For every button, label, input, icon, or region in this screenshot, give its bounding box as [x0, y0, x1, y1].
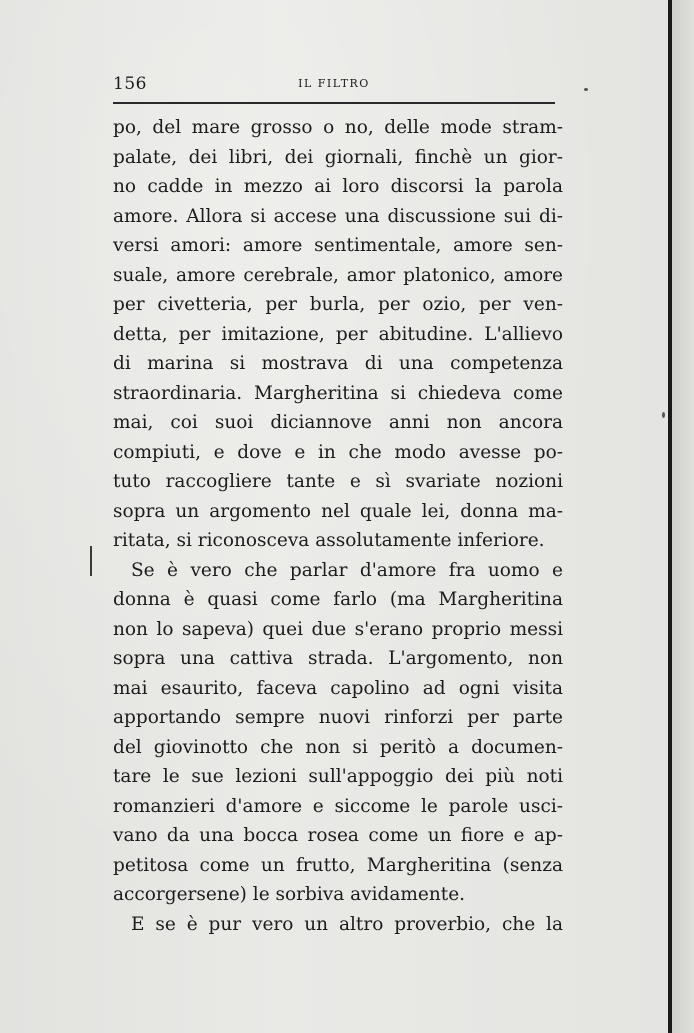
body-text — [113, 113, 563, 939]
text-line: tare le sue lezioni sull'appoggio dei più noti — [113, 766, 563, 787]
text-line: po, del mare grosso o no, delle mode stram- — [113, 117, 563, 138]
text-line: romanzieri d'amore e siccome le parole usci- — [113, 795, 563, 817]
margin-mark — [90, 546, 92, 576]
text-line: apportando sempre nuovi rinforzi per parte — [113, 707, 563, 728]
text-line: accorgersene) le sorbiva avidamente. — [113, 884, 466, 905]
running-title: IL FILTRO — [298, 77, 370, 90]
text-line: mai esaurito, faceva capolino ad ogni visita — [113, 677, 563, 699]
text-line: suale, amore cerebrale, amor platonico, amore — [113, 264, 563, 286]
text-line: di marina si mostrava di una competenza — [113, 353, 563, 374]
text-line: palate, dei libri, dei giornali, finchè un gior- — [113, 146, 563, 168]
text-line: del giovinotto che non si peritò a documen- — [113, 736, 563, 758]
page-number: 156 — [113, 74, 147, 94]
page-gutter-shadow — [672, 0, 694, 1033]
text-line: sopra una cattiva strada. L'argomento, non — [113, 648, 563, 669]
header-rule — [113, 102, 555, 104]
running-header — [113, 74, 555, 98]
print-speck — [584, 88, 588, 91]
text-line: sopra un argomento nel quale lei, donna ma- — [113, 500, 563, 522]
text-line: ritata, si riconosceva assolutamente inferiore. — [113, 530, 545, 551]
text-line: straordinaria. Margheritina si chiedeva come — [113, 382, 563, 404]
text-line: per civetteria, per burla, per ozio, per ven- — [113, 294, 563, 315]
text-line: no cadde in mezzo ai loro discorsi la parola — [113, 176, 563, 197]
text-line: mai, coi suoi diciannove anni non ancora — [113, 412, 563, 433]
text-line: compiuti, e dove e in che modo avesse po- — [113, 441, 563, 463]
text-line: amore. Allora si accese una discussione sui di- — [113, 205, 563, 227]
page-edge-line — [668, 0, 672, 1033]
text-line: donna è quasi come farlo (ma Margheritina — [113, 589, 563, 610]
text-line: Se è vero che parlar d'amore fra uomo e — [131, 559, 563, 581]
print-speck — [662, 412, 665, 418]
text-line: detta, per imitazione, per abitudine. L'allievo — [113, 323, 563, 345]
text-line: versi amori: amore sentimentale, amore sen- — [113, 235, 563, 256]
text-line: tuto raccogliere tante e sì svariate nozioni — [113, 471, 563, 492]
text-line: non lo sapeva) quei due s'erano proprio messi — [113, 618, 563, 640]
text-line: E se è pur vero un altro proverbio, che la — [131, 913, 563, 935]
text-line: petitosa come un frutto, Margheritina (senza — [113, 854, 563, 876]
text-line: vano da una bocca rosea come un fiore e ap- — [113, 825, 563, 846]
